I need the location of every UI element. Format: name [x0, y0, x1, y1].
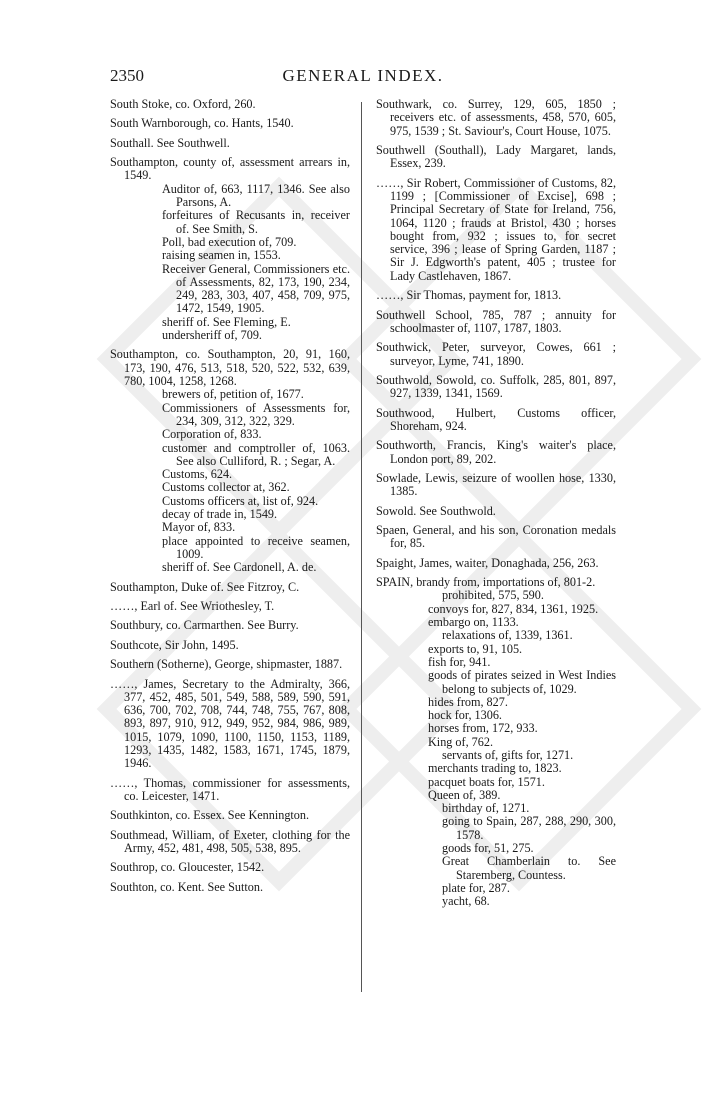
index-subentry: Poll, bad execution of, 709.	[162, 234, 297, 249]
index-subentry: customer and comptroller of, 1063. See also Culliford, R. ; Segar, A.	[162, 440, 350, 468]
page-header	[110, 66, 616, 94]
index-entry	[110, 777, 350, 804]
index-entry	[376, 177, 616, 283]
index-entry-heading: Sowold. See Southwold.	[376, 503, 496, 518]
index-subentry: Mayor of, 833.	[162, 520, 236, 535]
index-entry	[376, 576, 616, 908]
index-entry	[376, 407, 616, 434]
index-entry-heading: Southwell (Southall), Lady Margaret, lands, Essex, 239.	[376, 142, 616, 171]
index-subentry: embargo on, 1133.	[428, 615, 519, 630]
index-entry	[376, 309, 616, 336]
index-column-left	[110, 98, 350, 900]
index-subentry: raising seamen in, 1553.	[162, 248, 281, 263]
index-entry	[110, 348, 350, 574]
index-entry	[110, 581, 350, 594]
index-entry-heading: ……, James, Secretary to the Admiralty, 366, 377, 452, 485, 501, 549, 588, 589, 590, 591, 636, 700, 702, 708, 744, 748, 755, 767, 808, 893, 897, 910, 912, 949, 952, 984, 986, 989, 1015, 1079, 1090, 1100, 1150, 1153, 1189, 1293, 1435, 1482, 1583, 1671, 1745, 1879, 1946.	[110, 676, 350, 771]
index-entry-heading: Southcote, Sir John, 1495.	[110, 637, 239, 652]
index-subentry: fish for, 941.	[428, 654, 491, 669]
index-subentry: Receiver General, Commissioners etc. of Assessments, 82, 173, 190, 234, 249, 283, 303, 407, 458, 709, 975, 1472, 1549, 1905.	[162, 261, 350, 316]
index-entry-heading: Southworth, Francis, King's waiter's place, London port, 89, 202.	[376, 438, 616, 466]
index-entry	[110, 829, 350, 856]
index-subentry: going to Spain, 287, 288, 290, 300, 1578.	[442, 814, 616, 842]
index-entry	[110, 600, 350, 613]
index-entry	[376, 439, 616, 466]
index-subentry: birthday of, 1271.	[442, 801, 530, 816]
index-entry-heading: Southampton, co. Southampton, 20, 91, 160, 173, 190, 476, 513, 518, 520, 522, 532, 639, 780, 1004, 1258, 1268.	[110, 347, 350, 389]
index-subentry: Customs collector at, 362.	[162, 480, 290, 495]
index-entry	[376, 144, 616, 171]
index-subentry: merchants trading to, 1823.	[428, 761, 562, 776]
index-entry-heading: Spaen, General, and his son, Coronation medals for, 85.	[376, 523, 616, 551]
index-entry-heading: SPAIN, brandy from, importations of, 801-2.	[376, 575, 596, 590]
index-subentry: hides from, 827.	[428, 694, 508, 709]
index-entry	[110, 639, 350, 652]
index-subentry: hock for, 1306.	[428, 708, 502, 723]
index-entry	[376, 374, 616, 401]
index-entry-heading: ……, Sir Robert, Commissioner of Customs, 82, 1199 ; [Commissioner of Excise], 698 ; Principal Secretary of State for Ireland, 756, 1064, 1120 ; frauds at Bristol, 430 ; horses bought from, 932 ; issues to, for secret service, 396 ; lease of Spring Garden, 1187 ; Sir J. Edgworth's patent, 405 ; trustee for Lady Castlehaven, 1867.	[376, 175, 616, 283]
index-entry	[110, 117, 350, 130]
index-entry-heading: South Warnborough, co. Hants, 1540.	[110, 116, 294, 131]
index-entry	[110, 881, 350, 894]
index-entry-heading: Southkinton, co. Essex. See Kennington.	[110, 808, 310, 823]
index-subentry: convoys for, 827, 834, 1361, 1925.	[428, 601, 599, 616]
index-entry-heading: Southall. See Southwell.	[110, 135, 230, 150]
index-subentry: servants of, gifts for, 1271.	[442, 747, 574, 762]
index-entry	[110, 658, 350, 671]
index-entry	[110, 809, 350, 822]
index-subentry: Great Chamberlain to. See Staremberg, Countess.	[442, 854, 616, 882]
index-entry-heading: ……, Earl of. See Wriothesley, T.	[110, 598, 275, 613]
index-subentry: Corporation of, 833.	[162, 427, 262, 442]
index-subentry: plate for, 287.	[442, 880, 510, 895]
index-subentry: undersheriff of, 709.	[162, 328, 262, 343]
index-subentry: forfeitures of Recusants in, receiver of. See Smith, S.	[162, 208, 350, 236]
index-entry-heading: Southton, co. Kent. See Sutton.	[110, 879, 264, 894]
index-entry-heading: Southern (Sotherne), George, shipmaster, 1887.	[110, 657, 343, 672]
index-subentry: goods of pirates seized in West Indies belong to subjects of, 1029.	[428, 668, 616, 696]
index-entry-heading: Southwood, Hulbert, Customs officer, Shoreham, 924.	[376, 405, 616, 433]
index-entry	[376, 341, 616, 368]
index-entry-heading: Southwold, Sowold, co. Suffolk, 285, 801, 897, 927, 1339, 1341, 1569.	[376, 372, 616, 401]
index-entry	[376, 505, 616, 518]
page-number: 2350	[110, 66, 144, 85]
index-entry	[376, 472, 616, 499]
index-entry-heading: Southrop, co. Gloucester, 1542.	[110, 860, 265, 875]
index-entry-heading: Southmead, William, of Exeter, clothing for the Army, 452, 481, 498, 505, 538, 895.	[110, 827, 350, 856]
index-entry	[110, 98, 350, 111]
index-subentry: pacquet boats for, 1571.	[428, 774, 545, 789]
index-subentry: Customs officers at, list of, 924.	[162, 493, 319, 508]
index-entry-heading: Sowlade, Lewis, seizure of woollen hose, 1330, 1385.	[376, 470, 616, 499]
index-entry	[376, 524, 616, 551]
index-subentry: King of, 762.	[428, 734, 493, 749]
index-subentry: Auditor of, 663, 1117, 1346. See also Parsons, A.	[162, 181, 350, 210]
index-subentry: goods for, 51, 275.	[442, 841, 534, 856]
index-subentry: place appointed to receive seamen, 1009.	[162, 533, 350, 561]
column-divider	[361, 102, 362, 992]
index-entry	[110, 156, 350, 342]
index-subentry: sheriff of. See Cardonell, A. de.	[162, 560, 317, 575]
index-entry-heading: Southampton, county of, assessment arrears in, 1549.	[110, 155, 350, 183]
index-subentry: Customs, 624.	[162, 467, 233, 482]
index-entry-heading: South Stoke, co. Oxford, 260.	[110, 97, 256, 111]
index-subentry: decay of trade in, 1549.	[162, 506, 278, 521]
index-entry	[376, 289, 616, 302]
index-entry-heading: ……, Thomas, commissioner for assessments, co. Leicester, 1471.	[110, 775, 350, 803]
index-entry	[110, 137, 350, 150]
index-subentry: Commissioners of Assessments for, 234, 309, 312, 322, 329.	[162, 400, 350, 428]
index-entry-heading: Southbury, co. Carmarthen. See Burry.	[110, 618, 299, 633]
index-entry	[376, 98, 616, 138]
index-subentry: relaxations of, 1339, 1361.	[442, 628, 573, 643]
index-subentry: brewers of, petition of, 1677.	[162, 387, 304, 402]
index-entry-heading: Southampton, Duke of. See Fitzroy, C.	[110, 579, 300, 594]
index-entry	[110, 619, 350, 632]
index-subentry: Queen of, 389.	[428, 787, 501, 802]
index-entry	[110, 678, 350, 771]
index-entry-heading: Southwark, co. Surrey, 129, 605, 1850 ; receivers etc. of assessments, 458, 570, 605, 975, 1539 ; St. Saviour's, Court House, 1075.	[376, 97, 616, 138]
index-column-right	[376, 98, 616, 915]
index-entry	[376, 557, 616, 570]
index-subentry: sheriff of. See Fleming, E.	[162, 314, 291, 329]
index-entry-heading: ……, Sir Thomas, payment for, 1813.	[376, 288, 562, 303]
index-entry	[110, 861, 350, 874]
page-title: GENERAL INDEX.	[282, 66, 444, 85]
index-entry-heading: Spaight, James, waiter, Donaghada, 256, 263.	[376, 555, 599, 570]
index-subentry: prohibited, 575, 590.	[442, 588, 544, 603]
index-subentry: yacht, 68.	[442, 894, 490, 909]
index-entry-heading: Southwick, Peter, surveyor, Cowes, 661 ; surveyor, Lyme, 741, 1890.	[376, 340, 616, 368]
index-subentry: exports to, 91, 105.	[428, 641, 523, 656]
index-entry-heading: Southwell School, 785, 787 ; annuity for schoolmaster of, 1107, 1787, 1803.	[376, 307, 616, 335]
index-subentry: horses from, 172, 933.	[428, 721, 538, 736]
